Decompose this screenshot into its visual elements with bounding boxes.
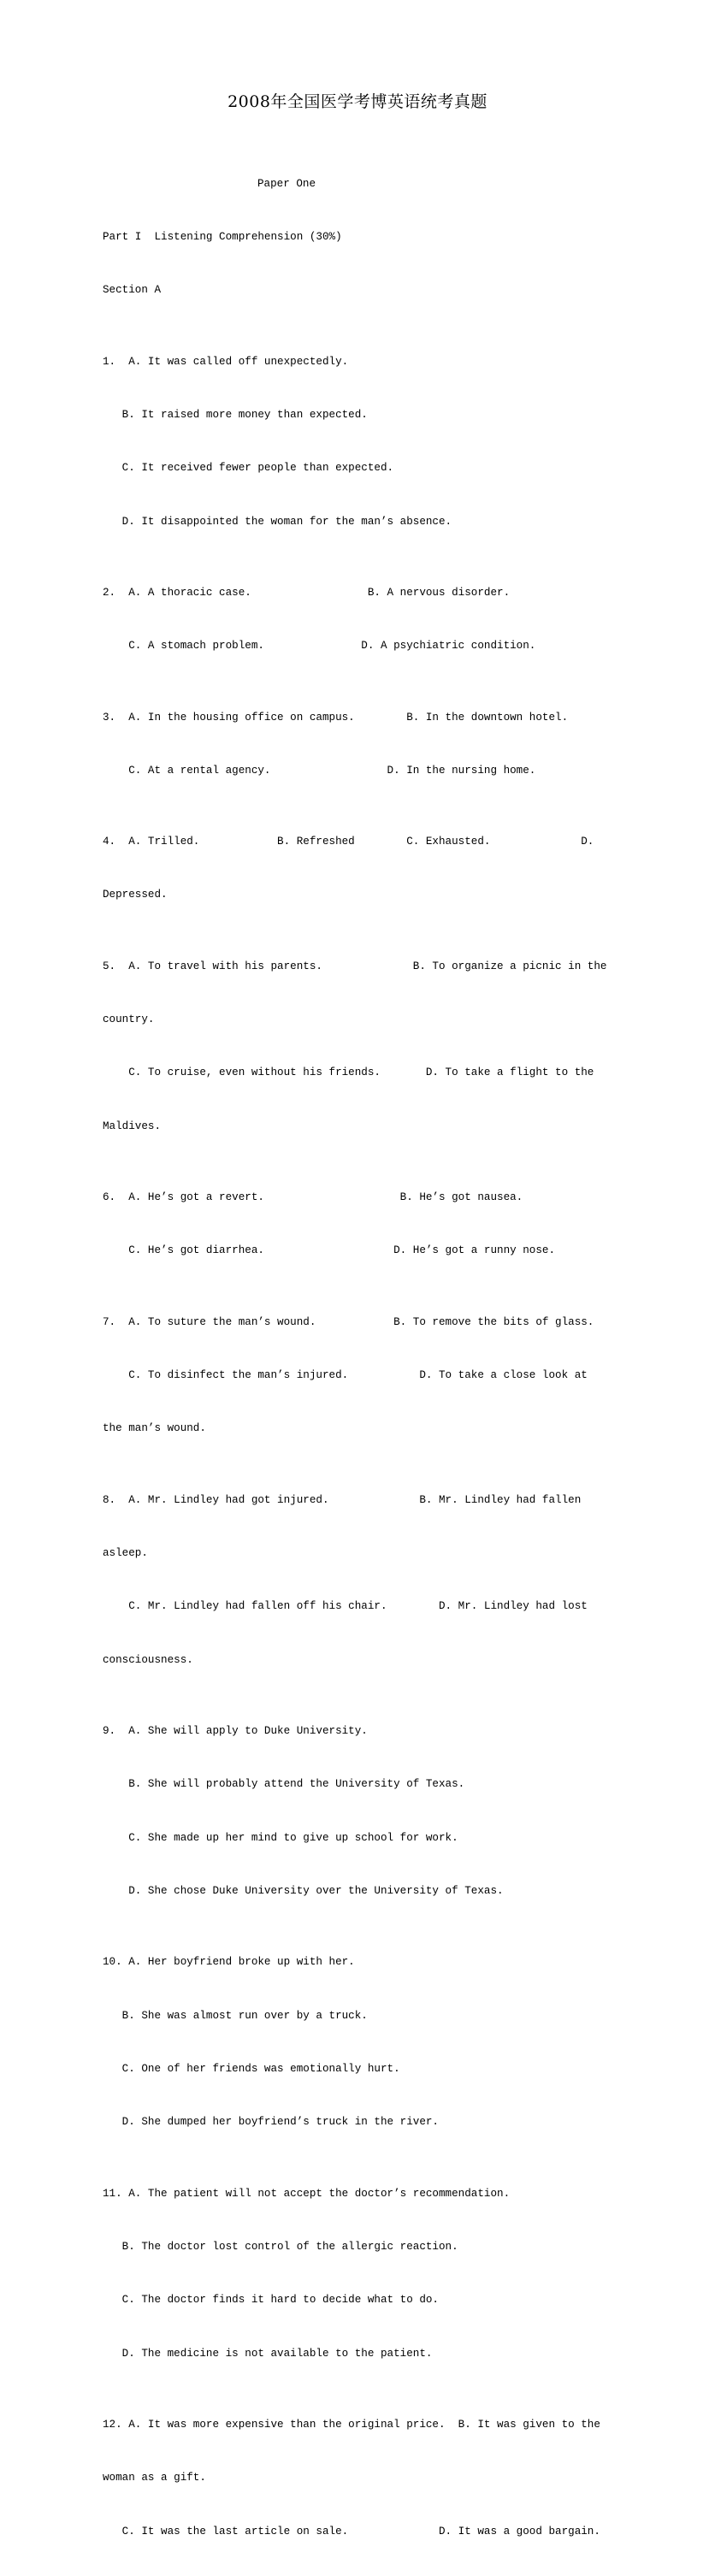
q10-option-d: D. She dumped her boyfriend’s truck in the river. xyxy=(103,2116,439,2129)
section-heading: Section A xyxy=(103,284,162,297)
q11-option-b: B. The doctor lost control of the allergic reaction. xyxy=(103,2241,458,2254)
part-heading: Part I Listening Comprehension (30%) xyxy=(103,230,342,243)
q11-option-a: 11. A. The patient will not accept the doctor’s recommendation. xyxy=(103,2187,511,2200)
q2-options-cd: C. A stomach problem. D. A psychiatric condition. xyxy=(103,640,536,653)
q3-options-ab: 3. A. In the housing office on campus. B. In the downtown hotel. xyxy=(103,711,569,724)
q1-option-b: B. It raised more money than expected. xyxy=(103,408,368,421)
q5-line-4: Maldives. xyxy=(103,1120,162,1132)
document-body xyxy=(103,139,607,2576)
q11-option-d: D. The medicine is not available to the patient. xyxy=(103,2347,433,2360)
q11-option-c: C. The doctor finds it hard to decide what to do. xyxy=(103,2294,439,2307)
q12-line-2: woman as a gift. xyxy=(103,2472,206,2484)
q2-options-ab: 2. A. A thoracic case. B. A nervous disorder. xyxy=(103,586,511,599)
q7-line-3: the man’s wound. xyxy=(103,1422,206,1435)
q4-line-1: 4. A. Trilled. B. Refreshed C. Exhausted. D. xyxy=(103,836,594,848)
q12-line-1: 12. A. It was more expensive than the original price. B. It was given to the xyxy=(103,2419,600,2431)
q4-line-2: Depressed. xyxy=(103,889,168,901)
q9-option-a: 9. A. She will apply to Duke University. xyxy=(103,1724,368,1737)
q10-option-b: B. She was almost run over by a truck. xyxy=(103,2009,368,2022)
q8-line-2: asleep. xyxy=(103,1546,148,1559)
q7-line-1: 7. A. To suture the man’s wound. B. To remove the bits of glass. xyxy=(103,1315,594,1328)
q10-option-c: C. One of her friends was emotionally hurt. xyxy=(103,2063,400,2076)
q9-option-d: D. She chose Duke University over the University of Texas. xyxy=(103,1885,504,1898)
paper-heading: Paper One xyxy=(257,177,316,190)
q9-option-c: C. She made up her mind to give up school for work. xyxy=(103,1831,458,1844)
q5-line-2: country. xyxy=(103,1013,155,1026)
q1-option-a: 1. A. It was called off unexpectedly. xyxy=(103,355,349,368)
q8-line-3: C. Mr. Lindley had fallen off his chair. D. Mr. Lindley had lost xyxy=(103,1600,588,1613)
q8-line-1: 8. A. Mr. Lindley had got injured. B. Mr. Lindley had fallen xyxy=(103,1493,582,1506)
q6-options-ab: 6. A. He’s got a revert. B. He’s got nausea. xyxy=(103,1191,523,1204)
q8-line-4: consciousness. xyxy=(103,1653,193,1666)
q5-line-3: C. To cruise, even without his friends. D. To take a flight to the xyxy=(103,1066,594,1079)
q7-line-2: C. To disinfect the man’s injured. D. To take a close look at xyxy=(103,1368,588,1381)
document-title: 2008年全国医学考博英语统考真题 xyxy=(228,92,488,111)
q6-options-cd: C. He’s got diarrhea. D. He’s got a runny nose. xyxy=(103,1244,556,1257)
q12-line-3: C. It was the last article on sale. D. It was a good bargain. xyxy=(103,2525,600,2538)
q3-options-cd: C. At a rental agency. D. In the nursing home. xyxy=(103,764,536,777)
q1-option-d: D. It disappointed the woman for the man’s absence. xyxy=(103,515,452,528)
q10-option-a: 10. A. Her boyfriend broke up with her. xyxy=(103,1956,355,1969)
q9-option-b: B. She will probably attend the University of Texas. xyxy=(103,1778,465,1791)
q1-option-c: C. It received fewer people than expected. xyxy=(103,462,394,475)
q5-line-1: 5. A. To travel with his parents. B. To organize a picnic in the xyxy=(103,960,607,972)
